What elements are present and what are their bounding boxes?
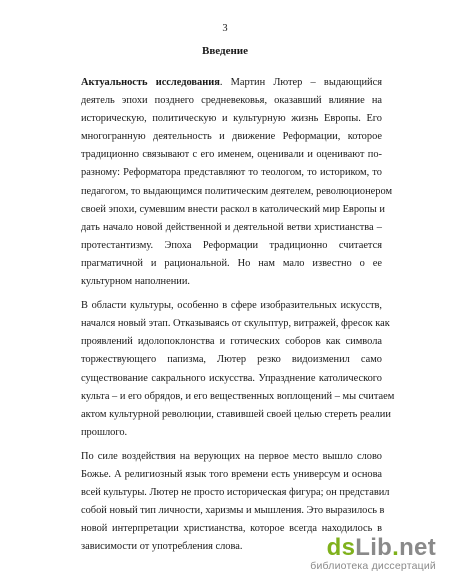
text-line: зависимости от употребления слова. xyxy=(81,541,243,553)
text-line: В области культуры, особенно в сфере изобразительных искусств, xyxy=(81,300,382,312)
watermark-logo: dsLib.net xyxy=(326,534,436,561)
watermark xyxy=(310,536,436,572)
text-line: существование сакрального искусства. Упразднение католического xyxy=(81,372,382,384)
text-line: культурном наполнении. xyxy=(81,276,190,288)
text-line: протестантизму. Эпоха Реформации традиционно считается xyxy=(81,239,382,251)
text-line: дать начало новой действенной и деятельной ветви христианства – xyxy=(81,221,382,233)
text-line: прошлого. xyxy=(81,426,128,438)
paragraph-culture xyxy=(67,297,395,442)
text-line: историческую, политическую и культурную жизнь Европы. Его xyxy=(81,113,382,125)
text-line: традиционно связывают с его именем, оценивали и оценивают по- xyxy=(81,149,382,161)
text-line: многогранную деятельность и движение Реформации, которое xyxy=(81,131,382,143)
paragraph-lead: Актуальность исследования xyxy=(81,77,220,88)
text-line: культа – и его обрядов, и его вещественных воплощений – мы считаем xyxy=(81,390,395,402)
paragraph-relevance xyxy=(67,74,393,291)
section-heading: Введение xyxy=(201,45,249,57)
text-line: новой интерпретации христианства, которое всегда находилось в xyxy=(81,523,382,535)
text-line: педагогом, то выдающимся политическим деятелем, революционером xyxy=(81,185,393,197)
text-line: начался новый этап. Отказываясь от скульптур, витражей, фресок как xyxy=(81,318,390,330)
text-line: торжествующего папизма, Лютер резко видоизменил само xyxy=(81,354,382,366)
text-line: . Мартин Лютер – выдающийся xyxy=(219,77,382,88)
page-number: 3 xyxy=(222,23,228,34)
text-line: собой новый тип личности, харизмы и мышления. Это выразилось в xyxy=(81,505,385,517)
text-line: своей эпохи, сумевшим внести раскол в католический мир Европы и xyxy=(81,203,385,215)
body-text xyxy=(67,74,395,562)
text-line: актом культурной революции, ставившей своей целью стереть реалии xyxy=(81,408,391,420)
text-line: разному: Реформатора представляют то теологом, то историком, то xyxy=(81,167,382,179)
text-line: Божье. А религиозный язык того времени есть универсум и основа xyxy=(81,468,382,480)
text-line: деятель эпохи позднего средневековья, оказавший влияние на xyxy=(81,95,382,107)
watermark-subtitle: библиотека диссертаций xyxy=(310,560,436,572)
text-line: прагматичной и рациональной. Но нам мало известно о ее xyxy=(81,257,382,269)
text-line: всей культуры. Лютер не просто историческая фигура; он представил xyxy=(81,487,390,499)
text-line: проявлений идолопоклонства и готических соборов как символа xyxy=(81,336,382,348)
text-line: По силе воздействия на верующих на первое место вышло слово xyxy=(81,450,382,462)
